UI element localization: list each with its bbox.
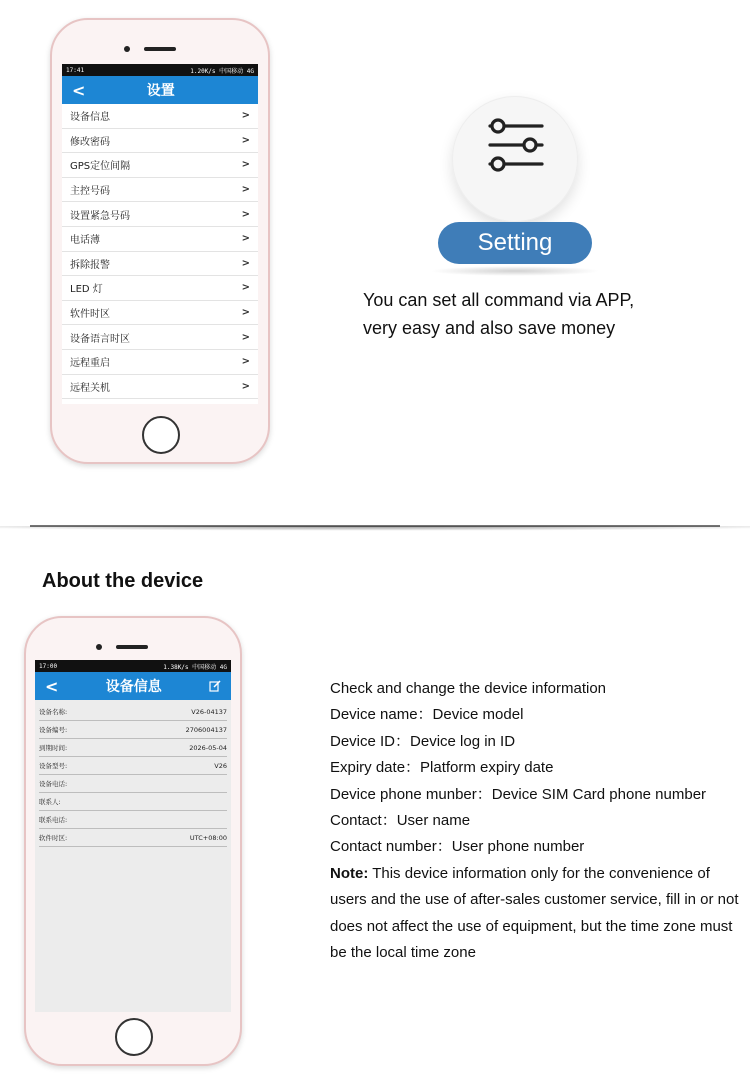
menu-item-software-timezone[interactable] <box>62 301 258 326</box>
menu-item-label: 设备语言时区 <box>70 333 130 345</box>
info-row-device-phone <box>39 775 227 793</box>
menu-item-label: 软件时区 <box>70 309 110 321</box>
info-label: 软件时区: <box>39 834 68 842</box>
chevron-right-icon: > <box>241 356 250 368</box>
info-value[interactable]: UTC+08:00 <box>189 833 227 842</box>
desc-line: Expiry date：Platform expiry date <box>330 759 554 777</box>
desc-line: Check and change the device information <box>330 680 607 697</box>
menu-item-label: 设备信息 <box>70 112 110 124</box>
info-label: 设备编号: <box>39 726 68 734</box>
setting-desc-line2: very easy and also save money <box>363 318 616 338</box>
chevron-right-icon: > <box>241 307 250 319</box>
desc-note <box>330 861 748 967</box>
phone-mockup-device-info <box>24 616 242 1066</box>
status-bar <box>35 660 231 672</box>
menu-item-label: LED 灯 <box>70 284 103 296</box>
speaker-grille <box>116 645 148 649</box>
menu-item-gps-interval[interactable] <box>62 153 258 178</box>
chevron-right-icon: > <box>241 257 250 269</box>
menu-item-label: 主控号码 <box>70 186 110 198</box>
sliders-icon <box>452 96 578 222</box>
setting-desc-line1: You can set all command via APP, <box>363 290 635 310</box>
menu-item-led-light[interactable] <box>62 276 258 301</box>
desc-line: Device name：Device model <box>330 706 524 724</box>
menu-item-master-number[interactable] <box>62 178 258 203</box>
front-camera <box>124 46 130 52</box>
menu-item-label: 电话薄 <box>70 235 100 247</box>
back-icon[interactable]: < <box>45 676 59 696</box>
settings-nav-bar <box>62 76 258 104</box>
settings-screen <box>62 64 258 404</box>
info-label: 设备型号: <box>39 762 68 770</box>
page-title: 设备信息 <box>105 679 162 695</box>
note-label: Note: <box>330 864 369 882</box>
info-row-contact <box>39 793 227 811</box>
device-info-screen <box>35 660 231 1012</box>
status-network: 1.38K/s 中国移动 4G <box>163 663 227 671</box>
note-text: This device information only for the convenience of users and the use of after-sales customer service, fill in or not does not affect the use of equipment, but the time zone must be the local time zone <box>330 864 739 962</box>
info-value[interactable]: V26-04137 <box>191 707 227 716</box>
setting-description <box>363 286 634 342</box>
home-button <box>115 1018 153 1056</box>
menu-item-remote-restart[interactable] <box>62 350 258 375</box>
info-value[interactable]: 2026-05-04 <box>189 743 227 752</box>
menu-item-emergency-number[interactable] <box>62 202 258 227</box>
chevron-right-icon: > <box>241 233 250 245</box>
menu-item-phonebook[interactable] <box>62 227 258 252</box>
chevron-right-icon: > <box>241 134 250 146</box>
device-info-nav-bar <box>35 672 231 700</box>
edit-icon[interactable] <box>209 680 221 692</box>
info-row-device-model <box>39 757 227 775</box>
section-divider <box>0 520 750 534</box>
chevron-right-icon: > <box>241 208 250 220</box>
info-label: 联系人: <box>39 798 61 806</box>
menu-item-tamper-alarm[interactable] <box>62 252 258 277</box>
menu-item-label: 远程关机 <box>70 382 110 394</box>
chevron-right-icon: > <box>241 380 250 392</box>
speaker-grille <box>144 47 176 51</box>
info-label: 联系电话: <box>39 816 68 824</box>
settings-menu <box>62 104 258 399</box>
menu-item-label: 修改密码 <box>70 136 110 148</box>
menu-item-remote-shutdown[interactable] <box>62 375 258 400</box>
menu-item-device-language-timezone[interactable] <box>62 325 258 350</box>
info-row-expiry-date <box>39 739 227 757</box>
menu-item-label: 拆除报警 <box>70 259 110 271</box>
section-title: About the device <box>42 570 204 592</box>
menu-item-label: GPS定位间隔 <box>70 161 131 173</box>
info-row-device-id <box>39 721 227 739</box>
info-row-software-timezone <box>39 829 227 847</box>
chevron-right-icon: > <box>241 282 250 294</box>
chevron-right-icon: > <box>241 159 250 171</box>
pill-shadow <box>430 266 600 276</box>
menu-item-change-password[interactable] <box>62 129 258 154</box>
status-time: 17:41 <box>66 66 85 74</box>
home-button <box>142 416 180 454</box>
chevron-right-icon: > <box>241 331 250 343</box>
chevron-right-icon: > <box>241 110 250 122</box>
phone-mockup-settings <box>50 18 270 464</box>
info-row-device-name <box>39 703 227 721</box>
setting-label-pill: Setting <box>438 222 592 264</box>
device-info-description <box>330 676 748 966</box>
desc-line: Device phone munber：Device SIM Card phone number <box>330 785 707 803</box>
back-icon[interactable]: < <box>72 80 86 100</box>
info-value[interactable]: V26 <box>214 761 227 770</box>
info-label: 设备名称: <box>39 708 68 716</box>
menu-item-label: 远程重启 <box>70 358 110 370</box>
desc-line: Contact：User name <box>330 812 471 830</box>
info-label: 到期时间: <box>39 744 68 752</box>
front-camera <box>96 644 102 650</box>
device-info-list <box>35 700 231 847</box>
desc-line: Device ID：Device log in ID <box>330 732 516 750</box>
settings-badge-circle <box>452 96 578 222</box>
status-network: 1.20K/s 中国移动 4G <box>190 67 254 75</box>
info-value[interactable]: 2706004137 <box>185 725 227 734</box>
menu-item-device-info[interactable] <box>62 104 258 129</box>
chevron-right-icon: > <box>241 184 250 196</box>
menu-item-label: 设置紧急号码 <box>70 210 130 222</box>
status-bar <box>62 64 258 76</box>
desc-line: Contact number：User phone number <box>330 838 585 856</box>
status-time: 17:00 <box>39 662 58 670</box>
info-row-contact-number <box>39 811 227 829</box>
page-title: 设置 <box>146 83 175 99</box>
info-label: 设备电话: <box>39 780 68 788</box>
